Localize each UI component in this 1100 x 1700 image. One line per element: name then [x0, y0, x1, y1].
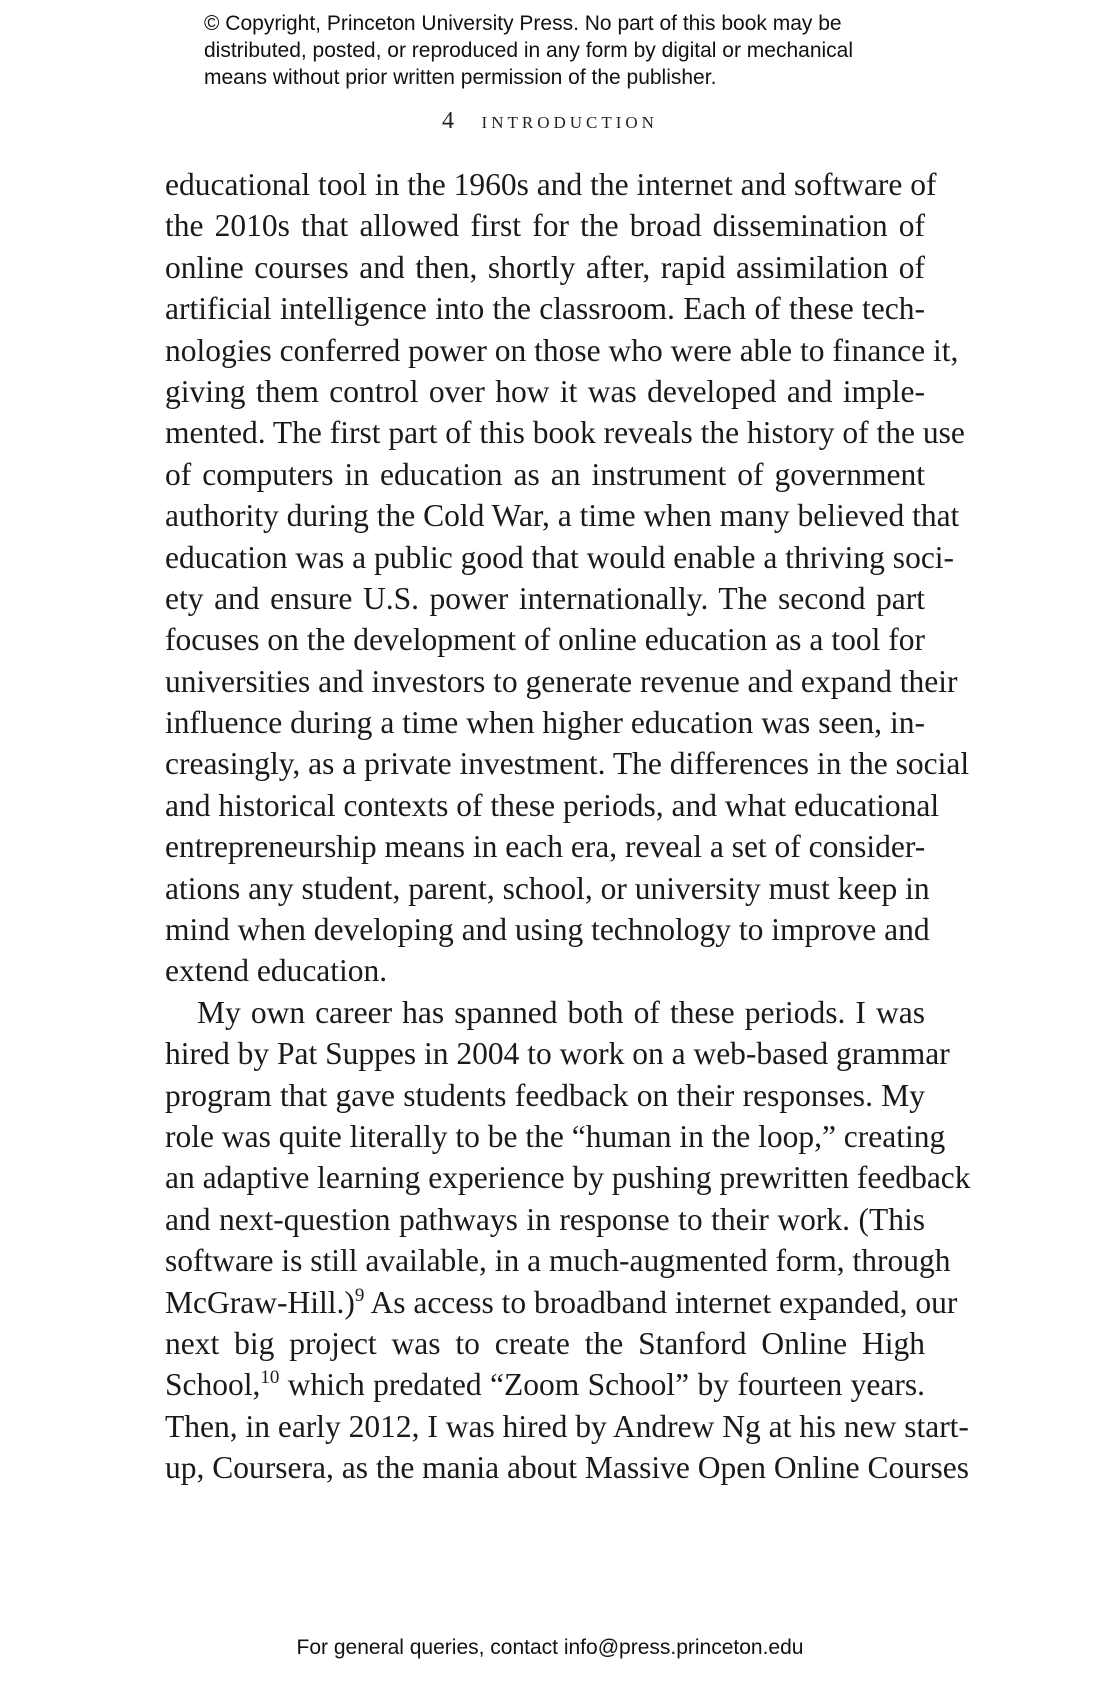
- text-line: giving them control over how it was developed and imple-: [165, 373, 925, 409]
- text-fragment: which predated “Zoom School” by fourteen years.: [279, 1367, 925, 1403]
- footnote-ref-9[interactable]: 9: [354, 1284, 365, 1306]
- text-line: mented. The first part of this book reveals the history of the use: [165, 415, 965, 451]
- text-line: nologies conferred power on those who were able to finance it,: [165, 332, 959, 368]
- text-line: My own career has spanned both of these periods. I was: [197, 994, 925, 1030]
- text-line: hired by Pat Suppes in 2004 to work on a web-based grammar: [165, 1036, 950, 1072]
- copyright-line: © Copyright, Princeton University Press. No part of this book may be: [204, 12, 842, 35]
- chapter-title: INTRODUCTION: [481, 113, 658, 132]
- text-line: education was a public good that would enable a thriving soci-: [165, 539, 955, 575]
- running-head: [0, 108, 1100, 135]
- text-line: and historical contexts of these periods, and what educational: [165, 787, 940, 823]
- text-line: entrepreneurship means in each era, reveal a set of consider-: [165, 829, 926, 865]
- text-line: artificial intelligence into the classroom. Each of these tech-: [165, 291, 925, 327]
- text-line: mind when developing and using technology to improve and: [165, 912, 930, 948]
- footer-contact: For general queries, contact info@press.princeton.edu: [296, 1636, 804, 1659]
- text-line: ations any student, parent, school, or university must keep in: [165, 870, 930, 906]
- text-line: creasingly, as a private investment. The differences in the social: [165, 746, 970, 782]
- text-line: the 2010s that allowed first for the broad dissemination of: [165, 208, 925, 244]
- footnote-ref-10[interactable]: 10: [260, 1367, 280, 1389]
- text-line: of computers in education as an instrument of government: [165, 456, 925, 492]
- text-line: software is still available, in a much-augmented form, through: [165, 1243, 951, 1279]
- text-line: [165, 1282, 958, 1323]
- text-line: an adaptive learning experience by pushing prewritten feedback: [165, 1160, 971, 1196]
- paragraph-1: [165, 164, 970, 992]
- text-fragment: School,: [165, 1367, 261, 1403]
- text-line: authority during the Cold War, a time when many believed that: [165, 498, 960, 534]
- copyright-line: means without prior written permission of the publisher.: [204, 66, 717, 89]
- body-text: [165, 164, 971, 1489]
- text-line: influence during a time when higher education was seen, in-: [165, 705, 925, 741]
- text-line: extend education.: [165, 953, 388, 989]
- text-line: [165, 1364, 925, 1405]
- text-line: and next-question pathways in response to their work. (This: [165, 1201, 925, 1237]
- text-line: focuses on the development of online education as a tool for: [165, 622, 925, 658]
- text-line: up, Coursera, as the mania about Massive Open Online Courses: [165, 1450, 969, 1486]
- text-line: role was quite literally to be the “human in the loop,” creating: [165, 1118, 946, 1154]
- text-line: next big project was to create the Stanford Online High: [165, 1325, 925, 1361]
- text-line: online courses and then, shortly after, rapid assimilation of: [165, 249, 925, 285]
- text-line: Then, in early 2012, I was hired by Andrew Ng at his new start-: [165, 1408, 969, 1444]
- text-line: universities and investors to generate revenue and expand their: [165, 663, 958, 699]
- copyright-line: distributed, posted, or reproduced in any form by digital or mechanical: [204, 39, 854, 62]
- text-fragment: McGraw-Hill.): [165, 1284, 355, 1320]
- text-line: ety and ensure U.S. power internationally. The second part: [165, 580, 925, 616]
- text-line: program that gave students feedback on their responses. My: [165, 1077, 925, 1113]
- paragraph-2: [165, 992, 971, 1489]
- text-fragment: As access to broadband internet expanded, our: [364, 1284, 958, 1320]
- copyright-notice: [204, 10, 924, 91]
- page-number: 4: [442, 108, 455, 134]
- text-line: educational tool in the 1960s and the internet and software of: [165, 167, 937, 202]
